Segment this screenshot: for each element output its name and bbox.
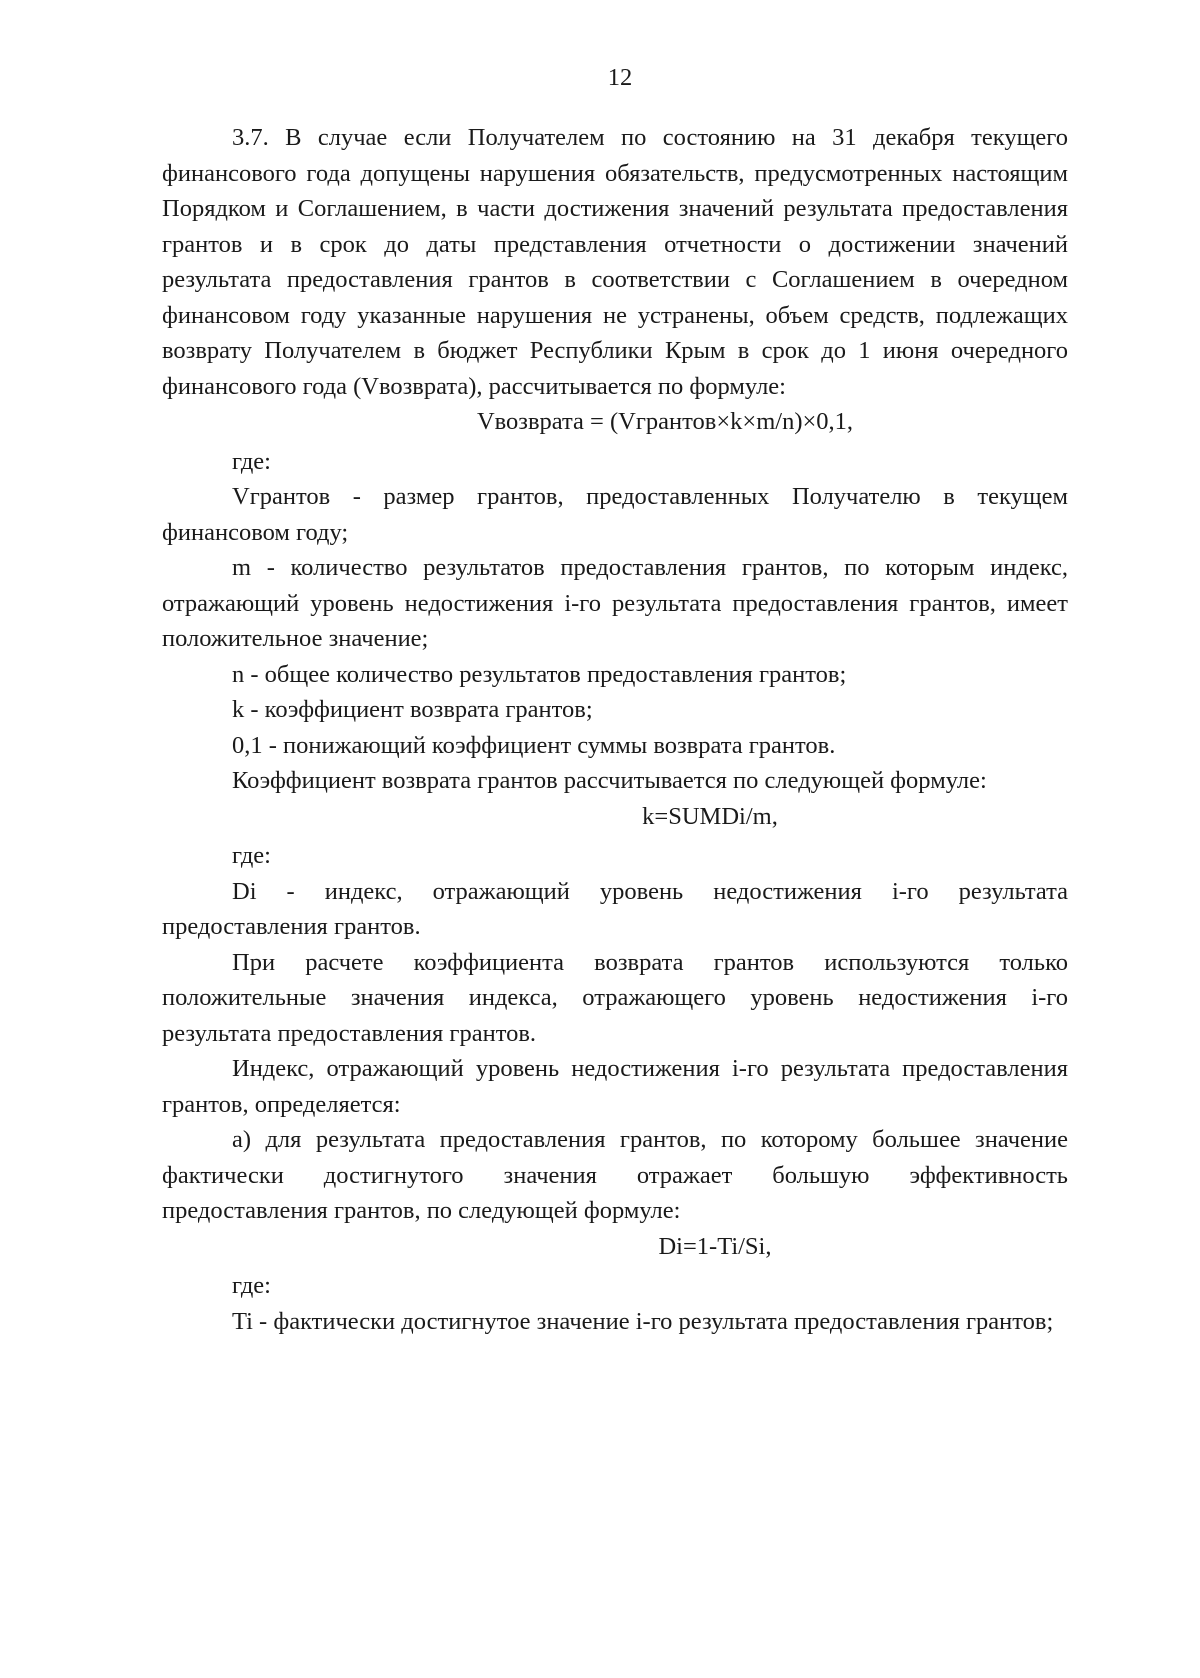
paragraph-coefficient-formula: Коэффициент возврата грантов рассчитывается по следующей формуле: <box>232 767 987 794</box>
definition-k: k - коэффициент возврата грантов; <box>232 696 593 723</box>
page-number: 12 <box>607 64 633 91</box>
formula-k: k=SUMDi/m, <box>642 802 778 830</box>
formula-di: Di=1-Ti/Si, <box>658 1232 772 1260</box>
paragraph-positive-values: При расчете коэффициента возврата грантов используются только положительные значения индекса, отражающего уровень недостижения i-го результата предоставления грантов. <box>162 948 1068 1047</box>
definition-v-grants: Vгрантов - размер грантов, предоставленных Получателю в текущем финансовом году; <box>162 483 1068 546</box>
definition-n: n - общее количество результатов предоставления грантов; <box>232 660 847 688</box>
paragraph-index-definition: Индекс, отражающий уровень недостижения i-го результата предоставления грантов, определяется: <box>162 1055 1068 1118</box>
where-label: где: <box>232 842 271 869</box>
formula-v-return: Vвозврата = (Vгрантов×k×m/n)×0,1, <box>476 408 854 435</box>
paragraph-case-a: а) для результата предоставления грантов, по которому большее значение фактически достигнутого значения отражает большую эффективность предоставления грантов, по следующей формуле: <box>162 1126 1068 1224</box>
definition-m: m - количество результатов предоставления грантов, по которым индекс, отражающий уровень недостижения i-го результата предоставления грантов, имеет положительное значение; <box>162 554 1068 652</box>
paragraph-3-7: 3.7. В случае если Получателем по состоянию на 31 декабря текущего финансового года допущены нарушения обязательств, предусмотренных настоящим Порядком и Соглашением, в части достижения значений результата предоставления грантов и в срок до даты представления отчетности о достижении значений результата предоставления грантов в соответствии с Соглашением в очередном финансовом году указанные нарушения не устранены, объем средств, подлежащих возврату Получателем в бюджет Республики Крым в срок до 1 июня очередного финансового года (Vвозврата), рассчитывается по формуле: <box>162 124 1068 400</box>
definition-di: Di - индекс, отражающий уровень недостижения i-го результата предоставления грантов. <box>162 877 1068 940</box>
where-label: где: <box>232 1272 271 1299</box>
document-body <box>162 120 1068 1339</box>
definition-coefficient: 0,1 - понижающий коэффициент суммы возврата грантов. <box>232 731 836 759</box>
where-label: где: <box>232 447 271 475</box>
definition-ti: Ti - фактически достигнутое значение i-го результата предоставления грантов; <box>232 1307 1054 1335</box>
